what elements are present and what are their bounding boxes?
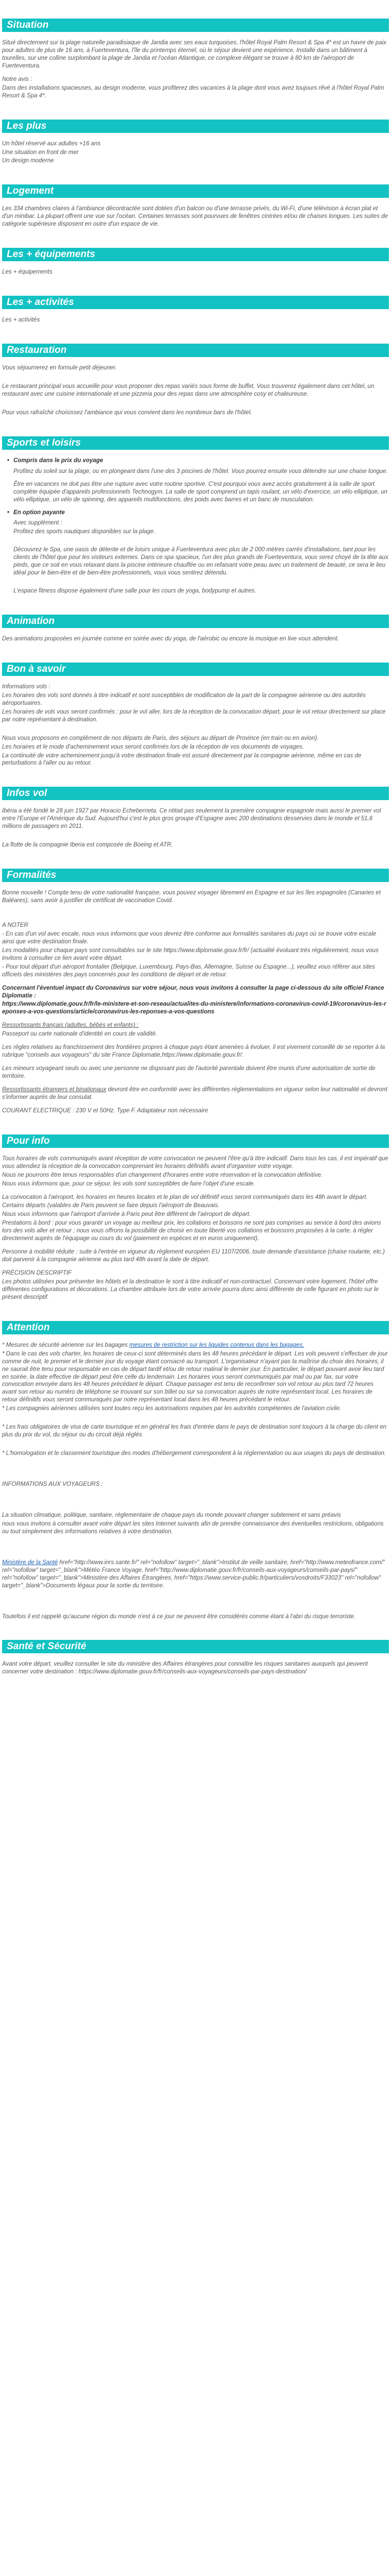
paragraph: Notre avis : — [2, 76, 32, 82]
paragraph: Les horaires de vols vous seront confirmés : pour le vol aller, lors de la réception de la convocation départ, pour le vol retour directement sur place par notre représentant à destination. — [2, 708, 386, 723]
paragraph: Situé directement sur la plage naturelle paradisiaque de Jandia avec ses eaux turquoises, l'hôtel Royal Palm Resort & Spa 4* est un havre de paix pour adultes de plus de 16 ans, à Fuerteventura, l'île du printemps éternel, où le séjour devient une expérience. Installé dans un bâtiment à tourelles, sur une colline surplombant la plage de Jandia et l'océan Atlantique, ce complexe élégant se trouve à 80 km de l'aéroport de Fuerteventura. — [2, 40, 387, 69]
bullet-heading: • Compris dans le prix du voyage — [13, 457, 389, 465]
paragraph: Profitez du soleil sur la plage, ou en plongeant dans l'une des 3 piscines de l'hôtel. Vous pourrez ensuite vous détendre sur une chaise longue. — [13, 468, 388, 474]
section-animation — [2, 615, 389, 643]
paragraph: Passeport ou carte nationale d'identité en cours de validité. — [2, 1031, 157, 1038]
security-measures-link[interactable]: mesures de restriction sur les liquides contenus dans les bagages. — [129, 1342, 304, 1348]
paragraph: Avant votre départ, veuillez consulter le site du ministère des Affaires étrangères pour connaître les risques sanitaires auxquels qui peuvent concerner votre destination : https://www.diplomatie.gouv.fr/fr/conseils-aux-voyageurs/conseils-par-pays-destination/ — [2, 1661, 368, 1675]
text: href="http://www.inrs.sante.fr/" rel="nofollow" target="_blank">Institut de veille sanitaire, href="http://www.meteofrance.com/" rel="nofollow" target="_blank">Météo France Voyage, href="http://www.diplomatie.gouv.fr/fr/conseils-aux-voyageurs/conseils-par-pays/" rel="nofollow" target="_blank">Ministère des Affaires Étrangères, href="https://www.service-public.fr/particuliers/vosdroits/F33023" rel="nofollow" target="_blank">Documents légaux pour la sortie du territoire. — [2, 1559, 385, 1589]
link[interactable]: https://www.diplomatie.gouv.fr/fr/le-ministere-et-son-reseau/actualites-du-ministere/informations-coronavirus-covid-19/coronavirus-les-reponses-a-vos-questions/article/coronavirus-les-reponses-a-vos-questions — [2, 1001, 386, 1015]
paragraph: Les photos utilisées pour présenter les hôtels et la destination le sont à titre indicatif et non-contractuel. Concernant votre logement, l'hôtel offre différentes configurations et décorations. La chambre attribuée lors de votre arrivée pourra donc ainsi différente de celle figurant en photo sur le présent descriptif. — [2, 1278, 379, 1300]
paragraph: Certains départs (valables de Paris peuvent se faire depuis l'aéroport de Beauvais. — [2, 1202, 220, 1209]
paragraph: nous vous invitons à consulter avant votre départ les sites Internet suivants afin de prendre connaissance des éventuelles restrictions, obligations ou tout simplement des informations relatives à votre destination. — [2, 1520, 384, 1535]
section-title: Sports et loisirs — [2, 436, 389, 450]
section-situation — [2, 19, 389, 100]
paragraph: L'espace fitness dispose également d'une salle pour les cours de yoga, bodypump et autres. — [13, 588, 256, 595]
text: devront être en conformité avec les différentes réglementations en vigueur selon leur nationalité et devront s'informer auprès de leur consulat. — [2, 1086, 387, 1100]
paragraph: Nous ne pourrons être tenus responsables d'un changement d'horaires entre votre réservation et la convocation définitive. — [2, 1172, 323, 1178]
paragraph: Les horaires et le mode d'acheminement vous seront confirmés lors de la réception de vos documents de voyages. — [2, 743, 304, 750]
paragraph: Ibéria a été fondé le 28 juin 1927 par Horacio Echeberrieta. Ce ntitait pas seulement la première compagnie espagnole mais aussi le premier vol entre l'Europe et l'Amérique du Sud. Aujourd'hui c'est le plus gros groupe d'Espagne avec 200 destinations desservies dans le monde et 51,6 millions de passagers en 2011. — [2, 808, 381, 830]
paragraph: - Pour tout départ d'un aéroport frontalier (Belgique, Luxembourg, Pays-Bas, Allemagne, Suisse ou Espagne...), veuillez vous référer aux sites officiels des ministères des pays concernés pour les conditions de départ et de retour. — [2, 963, 375, 978]
paragraph: Tous horaires de vols communiqués avant réception de votre convocation ne peuvent l'être qu'à titre indicatif. Dans tous les cas, il est impératif que vous attendiez la réception de la convocation comprenant les horaires définitifs avant d'organiser votre voyage. — [2, 1155, 388, 1170]
paragraph: Dans des installations spacieuses, au design moderne, vous profiterez des vacances à la plage dont vous avez toujours rêvé à l'hôtel Royal Palm Resort & Spa 4*. — [2, 84, 384, 99]
paragraph: Personne à mobilité réduite : suite à l'entrée en vigueur du règlement européen EU 1107/2006, toute demande d'assistance (chaise roulante, etc.) doit parvenir à la compagnie aérienne au plus tard 48h avant la date de départ. — [2, 1249, 385, 1263]
section-title: Attention — [2, 1321, 389, 1334]
paragraph — [2, 1342, 389, 1349]
section-formalites — [2, 869, 389, 1115]
paragraph — [2, 1086, 389, 1101]
section-title: Animation — [2, 615, 389, 628]
section-logement — [2, 184, 389, 228]
text: * Mesures de sécurité aérienne sur les bagages — [2, 1342, 129, 1348]
paragraph: Pour vous rafraîchir choisissez l'ambiance qui vous convient dans les nombreux bars de l'hôtel. — [2, 409, 252, 416]
list-item: Un hôtel réservé aux adultes +16 ans — [2, 140, 101, 147]
paragraph: Des animations proposées en journée comme en soirée avec du yoga, de l'aérobic ou encore la musique en live vous attendent. — [2, 636, 339, 642]
section-pour-info — [2, 1134, 389, 1301]
section-equipements — [2, 248, 389, 276]
section-title: Formalités — [2, 869, 389, 882]
paragraph: COURANT ELECTRIQUE : 230 V et 50Hz. Type F. Adaptateur non nécessaire — [2, 1107, 208, 1114]
paragraph: Les + équipements — [2, 269, 53, 276]
bullet-heading: • En option payante — [13, 509, 389, 517]
paragraph: Les modalités pour chaque pays sont consultables sur le site https://www.diplomatie.gouv.fr/fr/ (actualité évoluant très régulièrement, nous vous invitons à consulter ce lien avant votre départ. — [2, 947, 379, 961]
section-bon-a-savoir — [2, 663, 389, 767]
section-plus — [2, 120, 389, 165]
paragraph: Les + activités — [2, 317, 40, 324]
paragraph: * Les compagnies aériennes utilisées sont toutes reçu les autorisations requises par les autorités compétentes de l'aviation civile. — [2, 1405, 341, 1412]
paragraph: Ressortissants français (adultes, bébés et enfants) : — [2, 1022, 139, 1029]
section-activites — [2, 296, 389, 324]
list-item: Un design moderne — [2, 158, 54, 164]
paragraph: La continuité de votre acheminement jusqu'à votre destination finale est assuré directement par la compagnie aérienne, même en cas de perturbations à l'aller ou au retour. — [2, 752, 362, 767]
section-title: Situation — [2, 19, 389, 32]
section-title: Les + équipements — [2, 248, 389, 261]
paragraph: La convocation à l'aéroport, les horaires en heures locales et le plan de vol définitif vous seront communiqués dans les 48h avant le départ. — [2, 1194, 368, 1200]
paragraph: Les mineurs voyageant seuls ou avec une personne ne disposant pas de l'autorité parentale doivent être munis d'une autorisation de sortie de territoire. — [2, 1065, 376, 1079]
paragraph: Vous séjournerez en formule petit déjeuner. — [2, 365, 117, 371]
paragraph: PRÉCISION DESCRIPTIF — [2, 1270, 72, 1276]
paragraph: Prestations à bord : pour vous garantir un voyage au meilleur prix, les collations et boissons ne sont pas comprises au service à bord des avions lors des vols aller et retour ; nous vous offrons la possibilité de choisir en toute liberté vos collations et boissons proposées à la carte, à régler directement auprès de l'équipage ou cours du vol (paiement en espèces et en euros uniquement). — [2, 1220, 381, 1242]
paragraph: La situation climatique, politique, sanitaire, réglementaire de chaque pays du monde pouvant changer subitement et sans préavis — [2, 1512, 341, 1518]
paragraph: Nous vous proposons en complément de nos départs de Paris, des séjours au départ de Province (en train ou en avion). — [2, 735, 319, 741]
paragraph — [2, 1559, 389, 1590]
paragraph: * Dans le cas des vols charter, les horaires de ceux-ci sont déterminés dans les 48 heures précédant le départ. Les vols peuvent s'effectuer de jour comme de nuit, le premier et le dernier jour du voyage étant consacré au transport. L'organisateur n'ayant pas la maîtrise du choix des horaires, il ne saurait être tenu pour responsable en cas de départ tardif et/ou de retour matinal le dernier jour. En particulier, le départ pouvant avoir lieu tard en soirée, la date effective de départ peut être celle du lendemain. Les horaires vous seront communiqués par mail ou par fax, sur votre convocation envoyée dans les 48 heures précédant le départ. Chaque passager est tenu de reconfirmer son vol retour au plus tard 72 heures avant son retour au numéro de téléphone se trouvant sur son billet ou sur sa convocation auprès de notre représentant local. Les horaires de retour définitifs vous seront communiqués par notre représentant local dans les 48 heures précédant le retour. — [2, 1350, 388, 1403]
paragraph: Profitez des sports nautiques disponibles sur la plage. — [13, 529, 155, 535]
section-title: Les + activités — [2, 296, 389, 309]
paragraph: La flotte de la compagnie Iberia est composée de Boeing et ATR. — [2, 842, 173, 849]
paragraph: Les règles relatives au franchissement des frontières propres à chaque pays étant amenées à évoluer, il est vivement conseillé de se reporter à la rubrique "conseils aux voyageurs" du site France Diplomatie,https://www.diplomatie.gouv.fr/. — [2, 1044, 385, 1059]
paragraph: Le restaurant principal vous accueille pour vous proposer des repas variés sous forme de buffet. Vous trouverez également dans cet hôtel, un restaurant avec une cuisine internationale et une pizzeria pour des repas dans une atmosphère cosy et chaleureuse. — [2, 383, 374, 397]
paragraph: Être en vacances ne doit pas être une rupture avec votre routine sportive. C'est pourquoi vous avez accès gratuitement à la salle de sport complète équipée d'appareils professionnels Technogym. La salle de sport comprend un tapis roulant, un vélo d'exercice, un vélo elliptique, un vélo elliptique, un vélo de spinning, des appareils multifonctions, des poids avec barres et un banc de musculation. — [13, 481, 388, 503]
section-sante — [2, 1640, 389, 1676]
paragraph: - En cas d'un vol avec escale, nous vous informons que vous devrez être conforme aux formalités sanitaires du pays où se trouve votre escale ainsi que votre destination finale. — [2, 930, 377, 945]
section-attention — [2, 1321, 389, 1621]
paragraph: A NOTER — [2, 922, 28, 928]
paragraph: Informations vols : — [2, 683, 51, 690]
paragraph: Bonne nouvelle ! Compte tenu de votre nationalité française, vous pouvez voyager librement en Espagne et sur les îles espagnoles (Canaries et Baléares), sans avoir à justifier de certificat de vaccination Covid. — [2, 890, 381, 904]
paragraph: Avec supplément : — [13, 520, 62, 527]
paragraph: Découvrez le Spa, une oasis de détente et de loisirs unique à Fuerteventura avec plus de 2 000 mètres carrés d'installations, tant pour les clients de l'hôtel que pour les visiteurs externes. Dans ce spa spacieux, l'un des plus grands de Fuerteventura, vous serez choyé de la tête aux pieds, que ce soit en vous relaxant dans la piscine intérieure chauffée ou en refaisant votre peau avec un traitement de beauté, ce sera le lieu idéal pour le bien-être et de bien-être professionnels, vous vous sentirez détendu. — [13, 547, 388, 577]
section-title: Santé et Sécurité — [2, 1640, 389, 1653]
paragraph: Concernant l'éventuel impact du Coronavirus sur votre séjour, nous vous invitons à consulter la page ci-dessous du site officiel France Diplomatie : — [2, 985, 384, 999]
list-item: Une situation en front de mer — [2, 149, 79, 156]
paragraph: Les 334 chambres claires à l'ambiance décontractée sont dotées d'un balcon ou d'une terrasse privés, du Wi-Fi, d'une télévision à écran plat et d'un minibar. La plupart offrent une vue sur l'océan. Certaines terrasses sont pourvues de fenêtres cintrées et/ou de chaises longues. Les suites de catégorie supérieure disposent en outre d'un espace de vie. — [2, 206, 388, 228]
paragraph: Nous vous informons que l'aéroport d'arrivée à Paris peut être différent de l'aéroport de départ. — [2, 1211, 251, 1218]
section-title: Bon à savoir — [2, 663, 389, 676]
section-title: Pour info — [2, 1134, 389, 1148]
ministry-health-link[interactable]: Ministère de la Santé — [2, 1559, 58, 1566]
section-title: Les plus — [2, 120, 389, 133]
paragraph: Nous vous informons que, pour ce séjour, les vols sont susceptibles de faire l'objet d'une escale. — [2, 1180, 255, 1187]
section-title: Infos vol — [2, 787, 389, 800]
section-sports — [2, 436, 389, 595]
section-title: Restauration — [2, 344, 389, 357]
paragraph: INFORMATIONS AUX VOYAGEURS : — [2, 1481, 103, 1487]
paragraph: * Les frais obligatoires de visa de carte touristique et en général les frais d'entrée dans le pays de destination sont toujours à la charge du client en plus du prix du vol, du séjour ou du circuit déjà réglés. — [2, 1424, 387, 1438]
section-infos-vol — [2, 787, 389, 849]
section-restauration — [2, 344, 389, 417]
paragraph: * L'homologation et le classement touristique des modes d'hébergement correspondent à la réglementation ou aux usages du pays de destination. — [2, 1450, 386, 1457]
paragraph: Toutefois il est rappelé qu'aucune région du monde n'est à ce jour ne peuvent être considérés comme étant à l'abri du risque terroriste. — [2, 1613, 356, 1620]
section-title: Logement — [2, 184, 389, 198]
emphasis: Ressortissants étrangers et binationaux — [2, 1086, 106, 1093]
paragraph: Les horaires des vols sont donnés à titre indicatif et sont susceptibles de modification de la part de la compagnie aérienne ou des autorités aéroportuaires. — [2, 692, 366, 706]
